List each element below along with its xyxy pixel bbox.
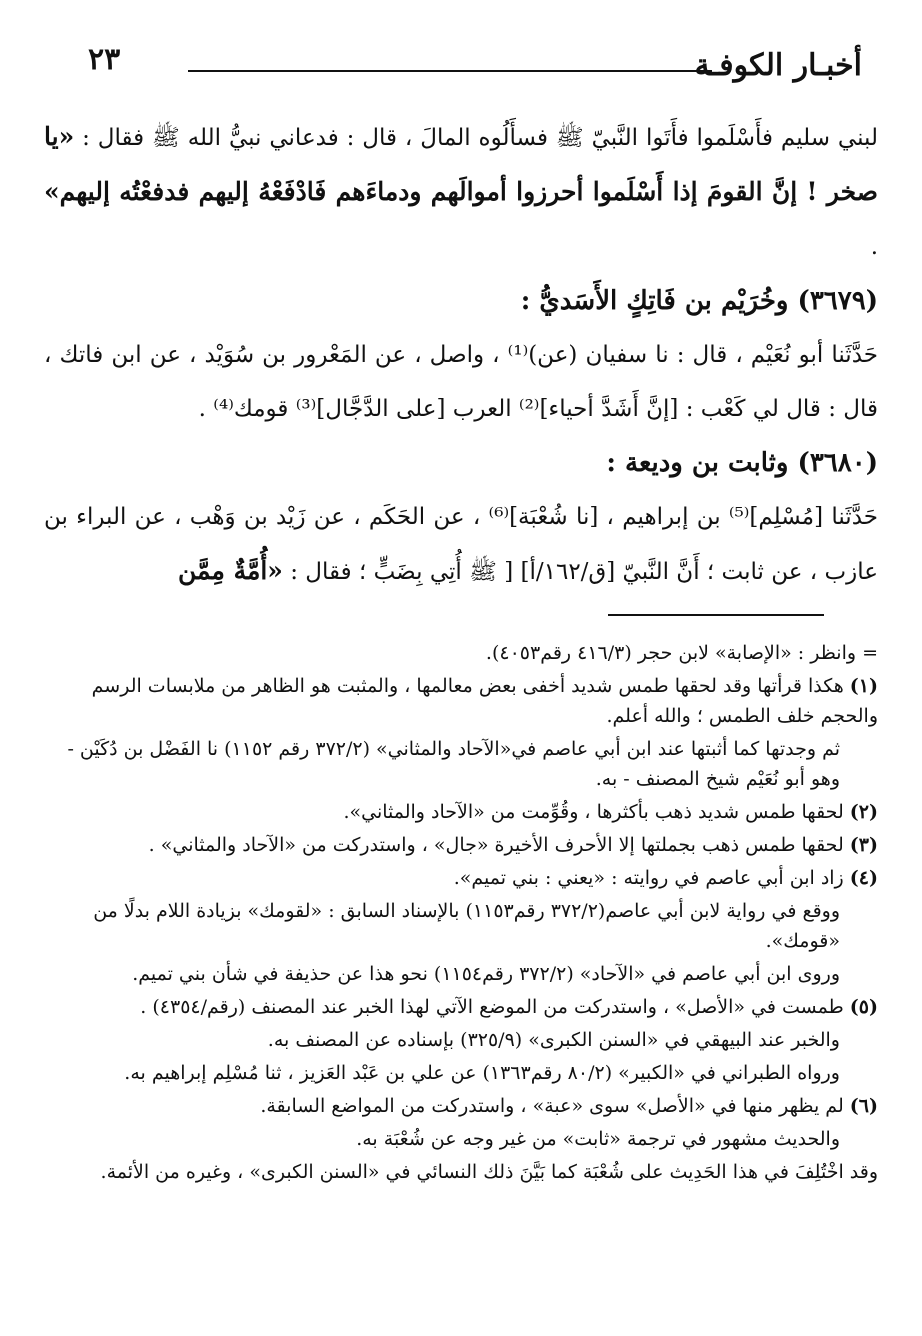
footnotes xyxy=(44,638,878,1190)
header-rule xyxy=(188,70,712,72)
footnote-text: = وانظر : «الإصابة» لابن حجر (٤١٦/٣ رقم٤٠٥٣). xyxy=(485,642,878,664)
footnote-text: والخبر عند البيهقي في «السنن الكبرى» (٣٢٥/٩) بإسناده عن المصنف به. xyxy=(267,1029,840,1051)
footnote-number: (٣) xyxy=(849,834,878,856)
footnote-fn6b xyxy=(44,1124,878,1154)
footnote-fn3 xyxy=(44,830,878,860)
footnote-number: (٦) xyxy=(849,1095,878,1117)
paragraph-text: لبني سليم فأَسْلَموا فأَتَوا النَّبيّ ﷺ فسأَلُوه المالَ ، قال : فدعاني نبيُّ الله ﷺ فقال : xyxy=(74,125,878,151)
footnote-fn1b xyxy=(44,734,878,794)
entry-text-body: حَدَّثَنا [مُسْلِم]⁽⁵⁾ بن إبراهيم ، [نا شُعْبَة]⁽⁶⁾ ، عن الحَكَم ، عن زَيْد بن وَهْب ، عن البراء بن عازب ، عن ثابت ؛ أَنَّ النَّبيّ [ق/١٦٢/أ] [ ﷺ أُتِي بِضَبٍّ ؛ فقال : xyxy=(44,504,878,585)
footnote-fn2 xyxy=(44,797,878,827)
footnote-number: (٢) xyxy=(849,801,878,823)
footnote-text: هكذا قرأتها وقد لحقها طمس شديد أخفى بعض معالمها ، والمثبت هو الظاهر من ملابسات الرسم والحجم خلف الطمس ؛ والله أعلم. xyxy=(91,675,878,727)
paragraph-end: . xyxy=(870,234,878,260)
entry-heading: (٣٦٨٠) وثابت بن وديعة : xyxy=(606,448,878,478)
page-number: ٢٣ xyxy=(88,42,121,77)
footnote-text: لم يظهر منها في «الأصل» سوى «عبة» ، واستدركت من المواضع السابقة. xyxy=(260,1095,844,1117)
footnote-fn4b xyxy=(44,896,878,956)
hadith-quote: «يا صخر ! إنَّ القومَ إذا أَسْلَموا أحرزوا أموالَهم ودماءَهم فَادْفَعْهُ إليهم فدفعْتُه إليهم» xyxy=(44,122,878,206)
footnote-fn-cont xyxy=(44,638,878,668)
footnote-text: زاد ابن أبي عاصم في روايته : «يعني : بني تميم». xyxy=(453,867,844,889)
footnote-text: ووقع في رواية لابن أبي عاصم(٣٧٢/٢ رقم١١٥٣) بالإسناد السابق : «لقومك» بزيادة اللام بدلًا من «قومك». xyxy=(93,900,840,952)
footnote-number: (٥) xyxy=(849,996,878,1018)
footnote-text: والحديث مشهور في ترجمة «ثابت» من غير وجه عن شُعْبَة به. xyxy=(356,1128,840,1150)
page-header xyxy=(88,40,862,90)
footnote-text: وقد اخْتُلِفَ في هذا الحَدِيث على شُعْبَة كما بَيَّنَ ذلك النسائي في «السنن الكبرى» ، وغيره من الأئمة. xyxy=(100,1161,878,1183)
footnote-fn6 xyxy=(44,1091,878,1121)
main-text xyxy=(44,110,878,599)
footnote-text: طمست في «الأصل» ، واستدركت من الموضع الآتي لهذا الخبر عند المصنف (رقم/٤٣٥٤) . xyxy=(140,996,844,1018)
footnote-number: (١) xyxy=(849,675,878,697)
footnote-fn4 xyxy=(44,863,878,893)
footnote-text: لحقها طمس ذهب بجملتها إلا الأحرف الأخيرة «جال» ، واستدركت من «الآحاد والمثاني» . xyxy=(148,834,844,856)
footnote-fn4c xyxy=(44,959,878,989)
entry-text xyxy=(44,490,878,599)
paragraph xyxy=(44,110,878,274)
footnote-fn5c xyxy=(44,1058,878,1088)
footnote-text: وروى ابن أبي عاصم في «الآحاد» (٣٧٢/٢ رقم١١٥٤) نحو هذا عن حذيفة في شأن بني تميم. xyxy=(132,963,840,985)
footnote-fn5b xyxy=(44,1025,878,1055)
entry-text: حَدَّثَنا أبو نُعَيْم ، قال : نا سفيان (عن)⁽¹⁾ ، واصل ، عن المَعْرور بن سُوَيْد ، عن ابن فاتك ، قال : قال لي كَعْب : [إنَّ أَشَدَّ أحياء]⁽²⁾ العرب [على الدَّجَّال]⁽³⁾ قومك⁽⁴⁾ . xyxy=(44,342,878,422)
footnote-fn1 xyxy=(44,671,878,731)
footnote-fn5 xyxy=(44,992,878,1022)
footnote-text: ورواه الطبراني في «الكبير» (٨٠/٢ رقم١٣٦٣) عن علي بن عَبْد العَزيز ، ثنا مُسْلِم إبراهيم به. xyxy=(124,1062,840,1084)
footnote-divider xyxy=(608,614,824,616)
entry-heading: (٣٦٧٩) وخُرَيْم بن فَاتِكٍ الأَسَديُّ : xyxy=(520,286,878,316)
footnote-text: ثم وجدتها كما أثبتها عند ابن أبي عاصم في«الآحاد والمثاني» (٣٧٢/٢ رقم ١١٥٢) نا الفَضْل بن دُكَيْن - وهو أبو نُعَيْم شيخ المصنف - به. xyxy=(67,738,840,790)
hadith-quote: «أُمَّةٌ مِمَّن xyxy=(177,556,283,585)
footnote-number: (٤) xyxy=(849,867,878,889)
footnote-fn6c xyxy=(44,1157,878,1187)
running-title: أخبـار الكوفـة xyxy=(694,48,862,83)
footnote-text: لحقها طمس شديد ذهب بأكثرها ، وقُوِّمت من «الآحاد والمثاني». xyxy=(343,801,844,823)
